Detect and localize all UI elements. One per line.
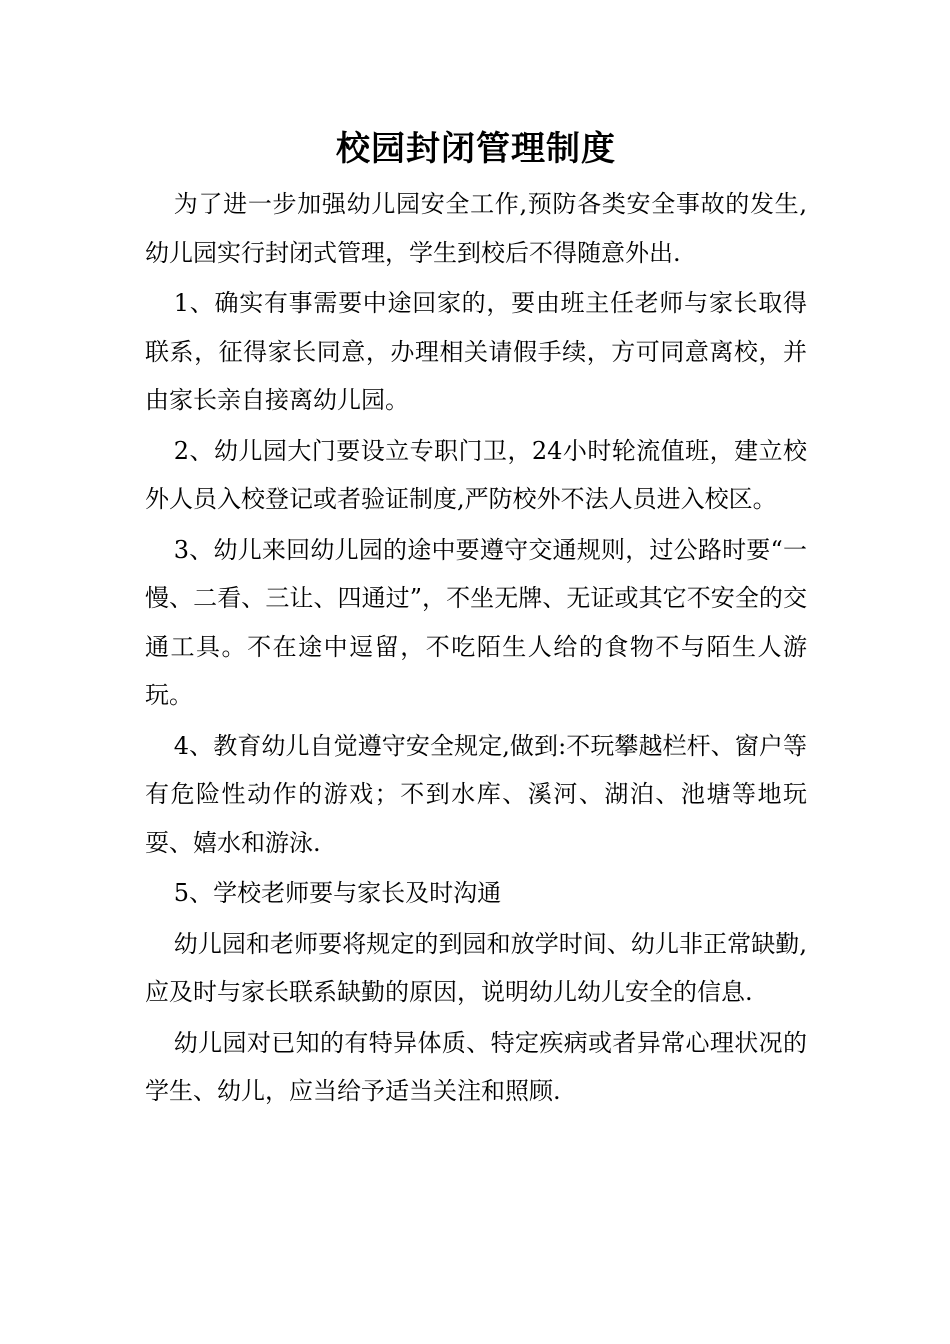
document-page	[145, 122, 807, 1118]
rule-1-paragraph: 1、确实有事需要中途回家的，要由班主任老师与家长取得联系，征得家长同意，办理相关请假手续，方可同意离校，并由家长亲自接离幼儿园。	[145, 289, 807, 414]
intro-paragraph: 为了进一步加强幼儿园安全工作,预防各类安全事故的发生,幼儿园实行封闭式管理，学生到校后不得随意外出.	[145, 190, 807, 267]
rule-2-paragraph: 2、幼儿园大门要设立专职门卫，24小时轮流值班，建立校外人员入校登记或者验证制度,严防校外不法人员进入校区。	[145, 436, 807, 513]
document-title: 校园封闭管理制度	[336, 129, 616, 169]
special-care-paragraph: 幼儿园对已知的有特异体质、特定疾病或者异常心理状况的学生、幼儿，应当给予适当关注和照顾.	[145, 1028, 807, 1105]
rule-5-paragraph: 5、学校老师要与家长及时沟通	[173, 879, 502, 907]
attendance-paragraph: 幼儿园和老师要将规定的到园和放学时间、幼儿非正常缺勤,应及时与家长联系缺勤的原因，说明幼儿幼儿安全的信息.	[145, 929, 807, 1006]
rule-4-paragraph: 4、教育幼儿自觉遵守安全规定,做到:不玩攀越栏杆、窗户等有危险性动作的游戏；不到水库、溪河、湖泊、池塘等地玩耍、嬉水和游泳.	[145, 731, 807, 857]
rule-3-paragraph: 3、幼儿来回幼儿园的途中要遵守交通规则，过公路时要“一慢、二看、三让、四通过”，不坐无牌、无证或其它不安全的交通工具。不在途中逗留，不吃陌生人给的食物不与陌生人游玩。	[145, 535, 807, 709]
